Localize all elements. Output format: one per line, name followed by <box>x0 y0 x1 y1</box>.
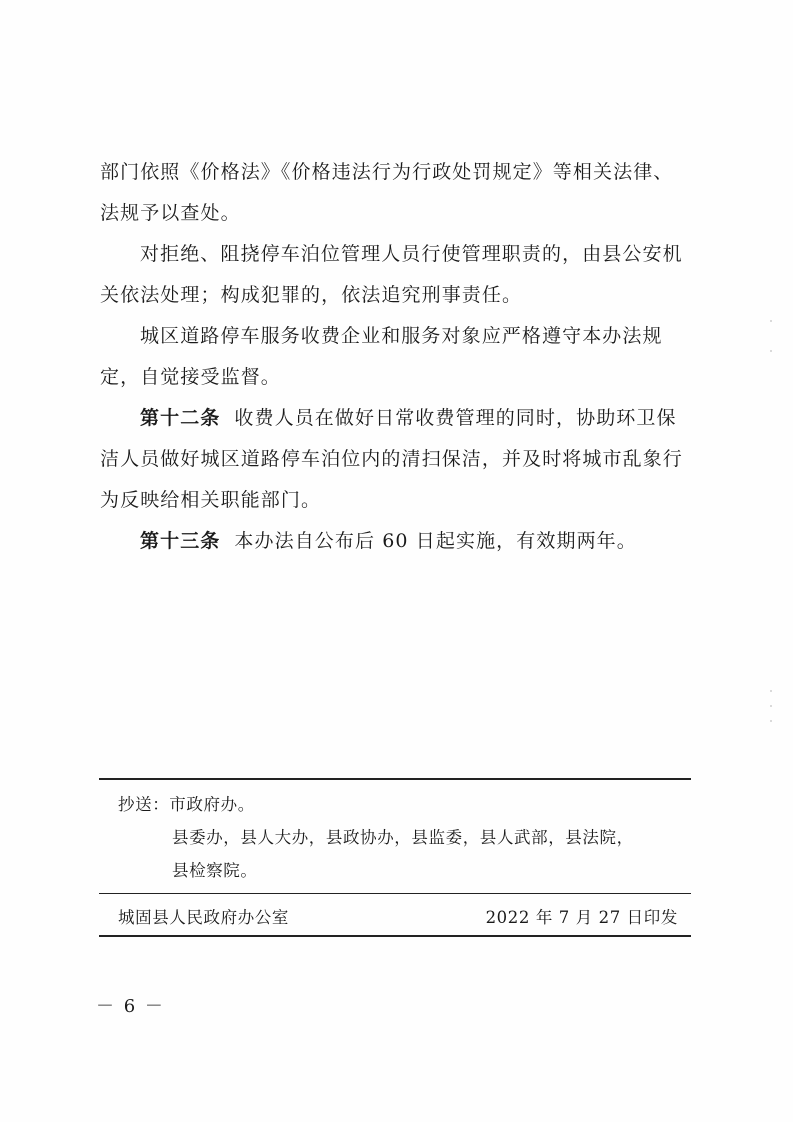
distribution-line: 县委办，县人大办，县政协办，县监委，县人武部，县法院， <box>172 828 634 847</box>
footer-top-rule <box>99 893 691 894</box>
footer-bottom-rule <box>99 935 691 937</box>
body-line: 对拒绝、阻挠停车泊位管理人员行使管理职责的，由县公安机 <box>140 243 683 265</box>
body-line: 定，自觉接受监督。 <box>100 366 281 388</box>
scan-speck <box>770 705 772 707</box>
article-12 <box>100 398 695 439</box>
body-line: 部门依照《价格法》《价格违法行为行政处罚规定》等相关法律、 <box>100 161 674 183</box>
article-13 <box>100 521 695 562</box>
scan-speck <box>770 720 772 722</box>
article-12-heading: 第十二条 <box>140 407 221 429</box>
article-12-text: 收费人员在做好日常收费管理的同时，协助环卫保 <box>234 407 677 429</box>
body-line: 关依法处理；构成犯罪的，依法追究刑事责任。 <box>100 284 523 306</box>
body-line: 法规予以查处。 <box>100 202 241 224</box>
article-12-line: 洁人员做好城区道路停车泊位内的清扫保洁，并及时将城市乱象行 <box>100 448 683 470</box>
body-text <box>100 152 695 562</box>
article-13-text: 本办法自公布后 60 日起实施，有效期两年。 <box>234 530 637 552</box>
article-12-line: 为反映给相关职能部门。 <box>100 489 322 511</box>
distribution-list <box>118 788 688 887</box>
issuing-office: 城固县人民政府办公室 <box>118 908 289 927</box>
scan-speck <box>770 350 772 352</box>
distribution-line: 抄送：市政府办。 <box>118 795 255 814</box>
issue-date: 2022 年 7 月 27 日印发 <box>485 908 678 927</box>
scan-speck <box>770 690 772 692</box>
scan-speck <box>770 320 772 322</box>
article-13-heading: 第十三条 <box>140 530 221 552</box>
issuance-footer <box>118 903 678 933</box>
page-number: － 6 － <box>96 996 165 1017</box>
distribution-top-rule <box>99 778 691 780</box>
body-line: 城区道路停车服务收费企业和服务对象应严格遵守本办法规 <box>140 325 663 347</box>
distribution-line: 县检察院。 <box>172 861 258 880</box>
